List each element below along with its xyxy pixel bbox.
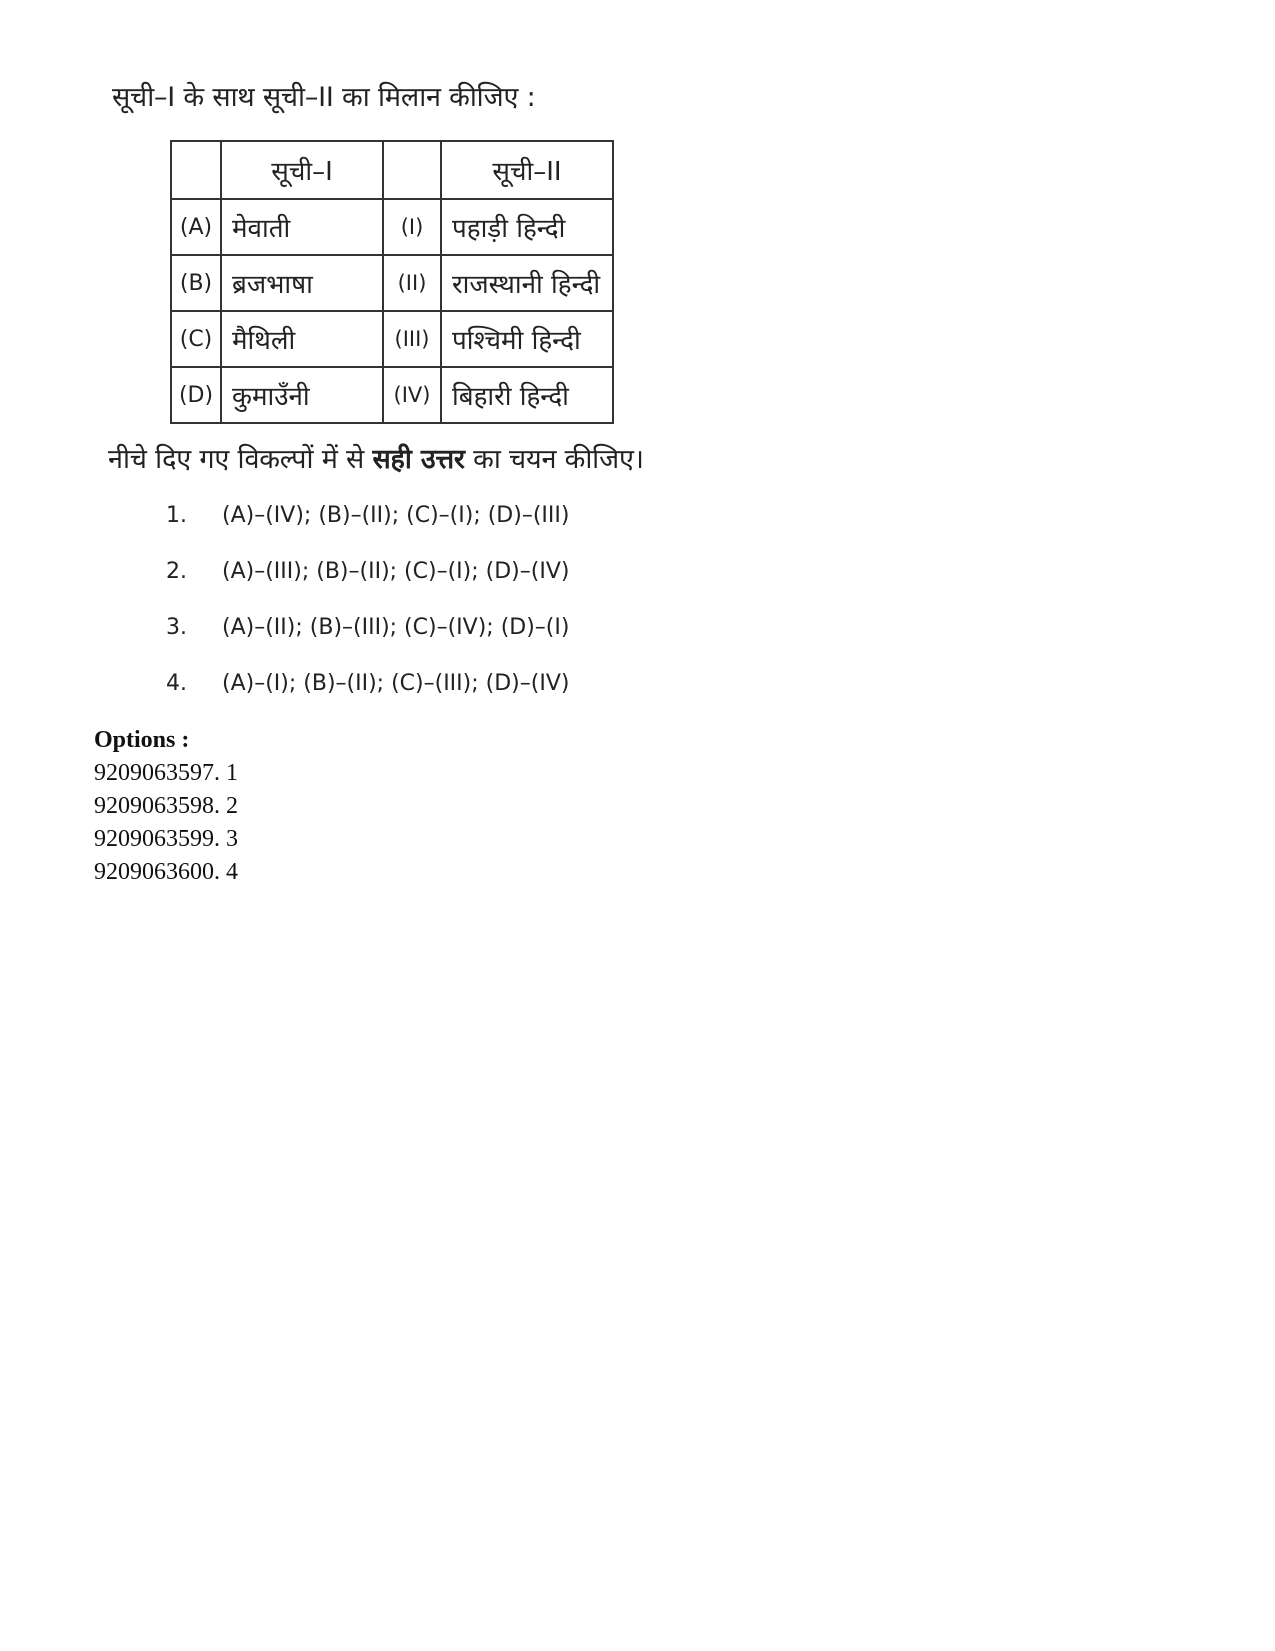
match-table [170,140,614,424]
row-number: (II) [383,255,441,311]
row-label: (A) [171,199,221,255]
choose-bold: सही उत्तर [372,444,465,475]
option-item: 9209063598. 2 [94,793,238,819]
question-image [108,78,648,696]
row-item-list1: ब्रजभाषा [221,255,383,311]
row-number: (IV) [383,367,441,423]
question-instruction: सूची–I के साथ सूची–II का मिलान कीजिए : [112,82,536,113]
row-item-list1: मैथिली [221,311,383,367]
table-row [171,367,613,423]
choose-prefix: नीचे दिए गए विकल्पों में से [108,444,373,475]
row-item-list2: बिहारी हिन्दी [441,367,613,423]
options-title: Options : [94,727,190,753]
row-item-list2: राजस्थानी हिन्दी [441,255,613,311]
header-list2: सूची–II [441,141,613,199]
options-block [94,724,238,889]
header-empty-cell [171,141,221,199]
table-row [171,255,613,311]
row-label: (B) [171,255,221,311]
row-label: (D) [171,367,221,423]
choice-item [166,664,569,720]
header-list1: सूची–I [221,141,383,199]
choice-item [166,608,569,664]
choose-suffix: का चयन कीजिए। [464,444,644,475]
row-number: (I) [383,199,441,255]
choice-text: (A)–(IV); (B)–(II); (C)–(I); (D)–(III) [222,503,570,528]
table-row [171,199,613,255]
option-item: 9209063600. 4 [94,859,238,885]
choice-number: 3. [166,615,187,640]
choose-instruction [108,440,644,480]
choice-number: 2. [166,559,187,584]
choice-number: 4. [166,671,187,696]
row-item-list1: कुमाउँनी [221,367,383,423]
option-item: 9209063599. 3 [94,826,238,852]
choice-text: (A)–(II); (B)–(III); (C)–(IV); (D)–(I) [222,615,570,640]
row-item-list2: पहाड़ी हिन्दी [441,199,613,255]
answer-choices [166,496,569,720]
choice-item [166,552,569,608]
option-item: 9209063597. 1 [94,760,238,786]
table-row [171,311,613,367]
choice-text: (A)–(III); (B)–(II); (C)–(I); (D)–(IV) [222,559,570,584]
choice-text: (A)–(I); (B)–(II); (C)–(III); (D)–(IV) [222,671,570,696]
choice-item [166,496,569,552]
table-header-row [171,141,613,199]
row-item-list1: मेवाती [221,199,383,255]
header-empty-cell [383,141,441,199]
row-label: (C) [171,311,221,367]
choice-number: 1. [166,503,187,528]
row-item-list2: पश्चिमी हिन्दी [441,311,613,367]
row-number: (III) [383,311,441,367]
